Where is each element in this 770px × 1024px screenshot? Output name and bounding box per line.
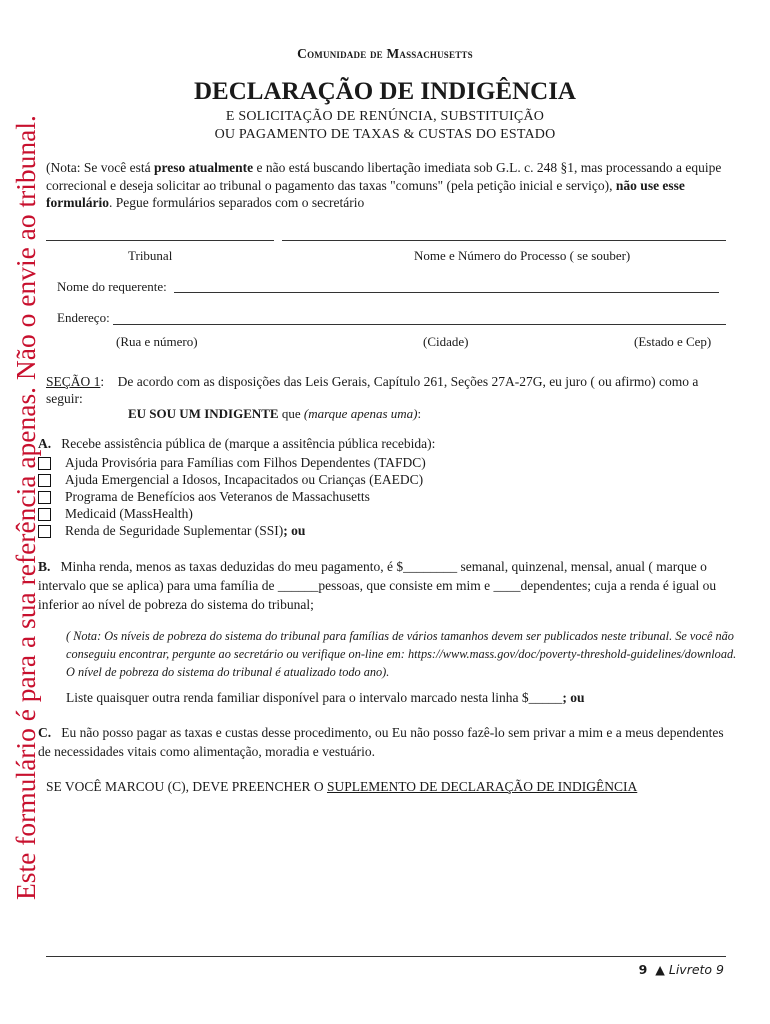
- section1-intro: SEÇÃO 1: De acordo com as disposições das Leis Gerais, Capítulo 261, Seções 27A-27G, eu juro ( ou afirmo) como a seguir:: [46, 374, 699, 406]
- checkbox[interactable]: [38, 508, 51, 521]
- option-medicaid[interactable]: Medicaid (MassHealth): [38, 506, 193, 522]
- case-label: Nome e Número do Processo ( se souber): [414, 248, 631, 263]
- supplement-link[interactable]: SUPLEMENTO DE DECLARAÇÃO DE INDIGÊNCIA: [327, 779, 638, 794]
- page-footer: [639, 962, 724, 977]
- checkbox[interactable]: [38, 457, 51, 470]
- page-number: 9: [638, 962, 648, 977]
- option-eaedc[interactable]: Ajuda Emergencial a Idosos, Incapacitados ou Crianças (EAEDC): [38, 472, 423, 488]
- item-a: A. Recebe assistência pública de (marque a assitência pública recebida):: [38, 436, 436, 451]
- requester-label: Nome do requerente:: [57, 279, 167, 294]
- option-tafdc[interactable]: Ajuda Provisória para Famílias com Filhos Dependentes (TAFDC): [38, 455, 426, 471]
- requester-field[interactable]: [174, 292, 719, 293]
- item-c: C. Eu não posso pagar as taxas e custas desse procedimento, ou Eu não posso fazê-lo sem privar a mim e a meus dependentes de necessidades vitais como alimentação, moradia e vestuário.: [38, 725, 724, 759]
- other-income-line: Liste quaisquer outra renda familiar disponível para o intervalo marcado nesta linha $_____; ou: [66, 690, 585, 705]
- option-ssi[interactable]: Renda de Seguridade Suplementar (SSI) ; ou: [38, 523, 305, 539]
- case-line[interactable]: [282, 240, 726, 241]
- state-label: (Estado e Cep): [634, 334, 712, 349]
- checkbox[interactable]: [38, 474, 51, 487]
- subtitle-line-1: E SOLICITAÇÃO DE RENÚNCIA, SUBSTITUIÇÃO: [225, 109, 545, 124]
- triangle-icon: ▲: [655, 962, 665, 977]
- checkbox[interactable]: [38, 525, 51, 538]
- poverty-note: ( Nota: Os níveis de pobreza do sistema do tribunal para famílias de vários tamanhos devem ser publicados neste tribunal. Se você não conseguiu encontrar, pergunte ao secretário ou verifique on-line em: https://www.mass.gov/doc/poverty-threshold-guidelines/download. O nível de pobreza do sistema do tribunal é atualizado todo ano).: [66, 629, 737, 679]
- subtitle-line-2: OU PAGAMENTO DE TAXAS & CUSTAS DO ESTADO: [214, 127, 556, 142]
- street-label: (Rua e número): [116, 334, 198, 349]
- tribunal-line[interactable]: [46, 240, 274, 241]
- address-field[interactable]: [113, 324, 726, 325]
- tribunal-label: Tribunal: [128, 248, 173, 263]
- footer-divider: [46, 956, 726, 957]
- org-name: Comunidade de Massachusetts: [297, 46, 473, 61]
- address-label: Endereço:: [57, 310, 110, 325]
- indigent-statement: EU SOU UM INDIGENTE que (marque apenas uma):: [128, 406, 422, 421]
- item-b: B. Minha renda, menos as taxas deduzidas do meu pagamento, é $________ semanal, quinzenal, mensal, anual ( marque o intervalo que se aplica) para uma família de ______pessoas, que consiste em mim e ____dependentes; cuja a renda é igual ou inferior ao nível de pobreza do sistema do tribunal;: [38, 559, 717, 612]
- intro-note: (Nota: Se você está preso atualmente e não está buscando libertação imediata sob G.L. c. 248 §1, mas processando a equipe correcional e deseja solicitar ao tribunal o pagamento das taxas "comuns" (pela petição inicial e serviço), não use esse formulário. Pegue formulários separados com o secretário: [46, 160, 722, 210]
- checkbox[interactable]: [38, 491, 51, 504]
- city-label: (Cidade): [423, 334, 469, 349]
- watermark-text: Este formulário é para a sua referência apenas. Não o envie ao tribunal.: [10, 115, 41, 900]
- booklet-label: Livreto 9: [668, 962, 724, 977]
- option-veterans[interactable]: Programa de Benefícios aos Veteranos de Massachusetts: [38, 489, 370, 505]
- page-title: DECLARAÇÃO DE INDIGÊNCIA: [194, 78, 576, 105]
- supplement-instruction: SE VOCÊ MARCOU (C), DEVE PREENCHER O SUPLEMENTO DE DECLARAÇÃO DE INDIGÊNCIA: [46, 779, 638, 794]
- section1-heading: SEÇÃO 1: [46, 374, 101, 389]
